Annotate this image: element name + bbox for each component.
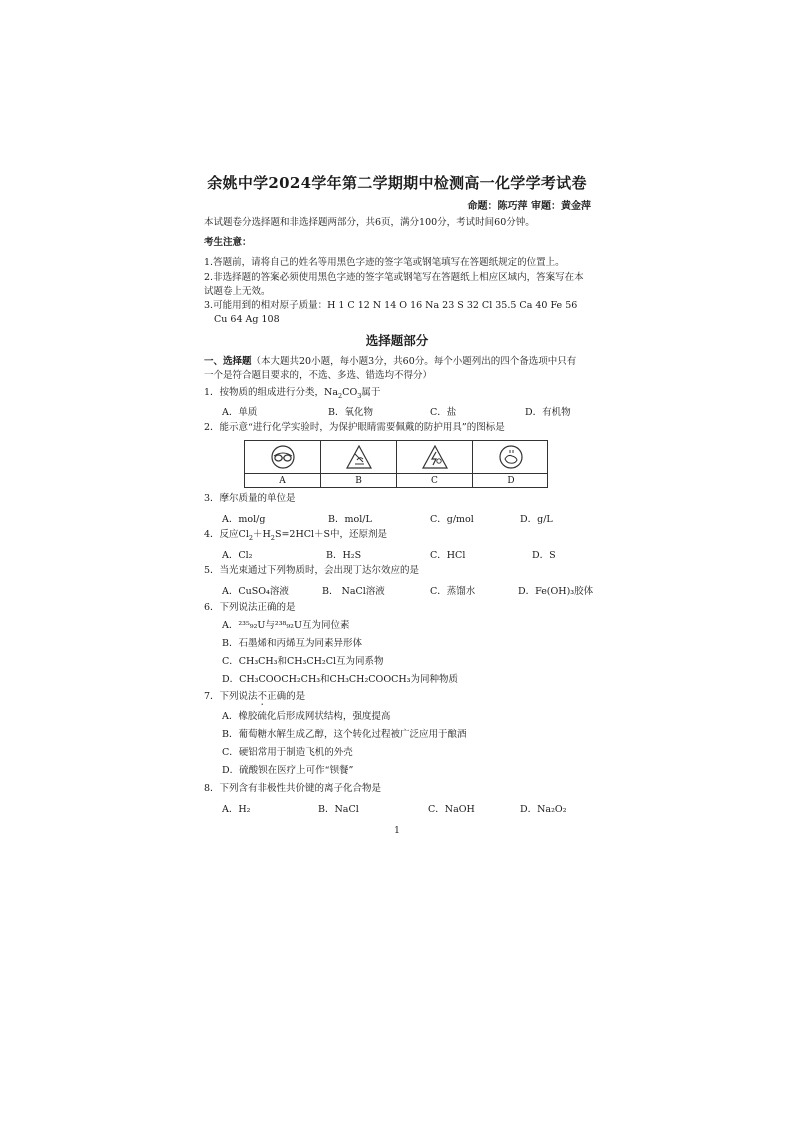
- note-1: 1.答题前，请将自己的姓名等用黑色字迹的签字笔或钢笔填写在答题纸规定的位置上。: [204, 257, 565, 268]
- option-c: C．蒸馏水: [430, 586, 476, 597]
- option-d: D．g/L: [520, 514, 553, 525]
- option-d: D．Na₂O₂: [520, 804, 567, 815]
- option-c: C．HCl: [430, 550, 466, 561]
- option-c: C．盐: [430, 407, 457, 418]
- question-3-stem: 3．摩尔质量的单位是: [204, 493, 296, 504]
- page-title: 余姚中学2024学年第二学期期中检测高一化学学考试卷: [207, 174, 587, 192]
- option-a: A．mol/g: [222, 514, 266, 525]
- option-a: A．Cl₂: [222, 550, 253, 561]
- question-6-option-a: A．²³⁵₉₂U与²³⁸₉₂U互为同位素: [222, 620, 350, 631]
- safety-icon-table: [244, 440, 548, 488]
- icon-cell-a: [245, 441, 321, 473]
- emphasis-not: 不: [257, 691, 268, 702]
- option-a: A．CuSO₄溶液: [222, 586, 289, 597]
- authors-line: 命题：陈巧萍 审题：黄金萍: [467, 201, 591, 212]
- option-d: D．Fe(OH)₃胶体: [518, 586, 594, 597]
- note-2-cont: 试题卷上无效。: [204, 286, 271, 297]
- option-b: B．H₂S: [326, 550, 362, 561]
- option-b: B．氧化物: [328, 407, 373, 418]
- icon-cell-c: [397, 441, 473, 473]
- section-intro-2: 一个是符合题目要求的，不选、多选、错选均不得分）: [204, 370, 433, 381]
- icon-cell-d: [473, 441, 549, 473]
- option-a: A．单质: [222, 407, 258, 418]
- question-6-stem: 6．下列说法正确的是: [204, 602, 296, 613]
- goggles-icon: [269, 444, 297, 470]
- note-3-cont: Cu 64 Ag 108: [214, 314, 280, 325]
- option-b: B． NaCl溶液: [322, 586, 385, 597]
- option-c: C．g/mol: [430, 514, 474, 525]
- question-8-stem: 8．下列含有非极性共价键的离子化合物是: [204, 783, 382, 794]
- page-number: 1: [394, 826, 400, 836]
- question-4-stem: 4．反应$Cl_2+H_2S=2HCl+S$中，还原剂是: [204, 529, 388, 542]
- option-a: A．H₂: [222, 804, 251, 815]
- option-d: D．有机物: [525, 407, 571, 418]
- label-a: A: [245, 474, 321, 488]
- question-7-option-c: C．硬铝常用于制造飞机的外壳: [222, 747, 353, 758]
- question-5-stem: 5．当光束通过下列物质时，会出现丁达尔效应的是: [204, 565, 420, 576]
- note-2: 2.非选择题的答案必须使用黑色字迹的签字笔或钢笔写在答题纸上相应区域内，答案写在本: [204, 272, 584, 283]
- exam-summary: 本试题卷分选择题和非选择题两部分，共6页，满分100分，考试时间60分钟。: [204, 217, 535, 228]
- icon-label-row: [245, 473, 547, 488]
- note-3: 3.可能用到的相对原子质量：H 1 C 12 N 14 O 16 Na 23 S 32 Cl 35.5 Ca 40 Fe 56: [204, 300, 578, 311]
- question-6-option-b: B．石墨烯和丙烯互为同素异形体: [222, 638, 362, 649]
- section-intro-1: 一、选择题（本大题共20小题，每小题3分，共60分。每个小题列出的四个备选项中只有: [204, 356, 577, 367]
- option-c: C．NaOH: [428, 804, 475, 815]
- question-7-option-d: D．硫酸钡在医疗上可作“钡餐”: [222, 765, 354, 776]
- question-1-stem: 1．按物质的组成进行分类，$Na_2CO_3$属于: [204, 387, 381, 400]
- question-7-option-a: A．橡胶硫化后形成网状结构，强度提高: [222, 711, 391, 722]
- option-b: B．NaCl: [318, 804, 359, 815]
- label-b: B: [321, 474, 397, 488]
- option-d: D．S: [532, 550, 556, 561]
- label-c: C: [397, 474, 473, 488]
- electric-hazard-icon: [421, 444, 449, 470]
- icon-cell-b: [321, 441, 397, 473]
- hand-safety-icon: [345, 444, 373, 470]
- hand-wash-icon: [497, 444, 525, 470]
- section-title: 选择题部分: [365, 333, 429, 348]
- question-6-option-d: D．CH₃COOCH₂CH₃和CH₃CH₂COOCH₃为同种物质: [222, 674, 458, 685]
- question-6-option-c: C．CH₃CH₃和CH₃CH₂Cl互为同系物: [222, 656, 384, 667]
- question-7-stem: 7．下列说法不正确的是: [204, 691, 306, 702]
- label-d: D: [507, 476, 515, 486]
- option-b: B．mol/L: [328, 514, 372, 525]
- notice-heading: 考生注意：: [204, 237, 252, 248]
- question-2-stem: 2．能示意“进行化学实验时，为保护眼睛需要佩戴的防护用具”的图标是: [204, 422, 505, 433]
- question-7-option-b: B．葡萄糖水解生成乙醇，这个转化过程被广泛应用于酿酒: [222, 729, 467, 740]
